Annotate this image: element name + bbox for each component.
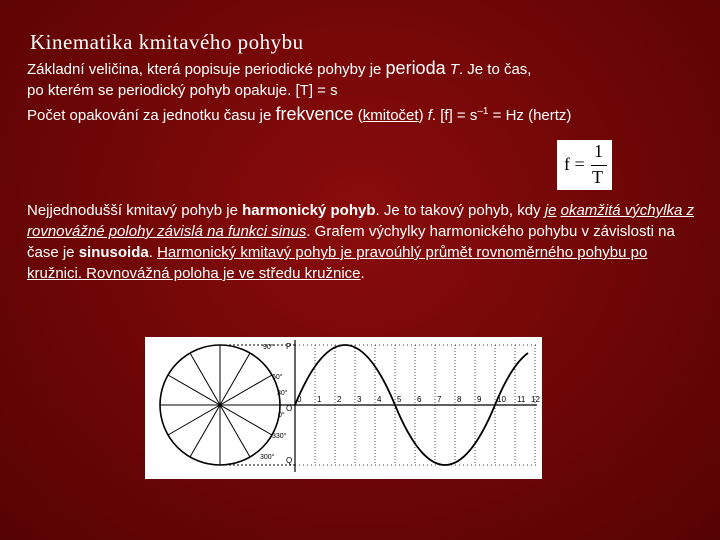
- label-p: P: [286, 342, 292, 351]
- text: .: [148, 244, 158, 261]
- text: Počet opakování za jednotku času je: [27, 107, 276, 124]
- harmonic-paragraph: [27, 200, 697, 284]
- formula-numerator: 1: [594, 141, 603, 161]
- text: = Hz (hertz): [488, 107, 572, 124]
- term-perioda: perioda: [385, 58, 446, 78]
- angle-label: 90°: [263, 344, 274, 351]
- formula-denominator: T: [592, 167, 603, 187]
- tick-label: 10: [497, 395, 506, 404]
- term-projection: Harmonický kmitavý pohyb je pravoúhlý průmět rovnoměrného pohybu po kružnici. Rovnovážná poloha je ve středu kružnice: [27, 244, 648, 282]
- text: . Je to čas,: [458, 61, 532, 78]
- formula-lhs: f =: [564, 154, 585, 174]
- term-je: je: [544, 202, 557, 219]
- sinusoid-diagram: [145, 337, 542, 479]
- label-q: Q: [286, 456, 293, 465]
- tick-label: 9: [477, 395, 482, 404]
- angle-label: 0°: [278, 412, 285, 419]
- tick-label: 7: [437, 395, 442, 404]
- tick-label: 0: [297, 395, 302, 404]
- sinusoid-figure: [145, 337, 542, 479]
- term-okamzita-vychylka: okamžitá výchylka z rovnovážné polohy závislá na funkci sinus: [27, 202, 694, 240]
- term-harmonicky-pohyb: harmonický pohyb: [242, 202, 376, 219]
- tick-label: 8: [457, 395, 462, 404]
- tick-label: 1: [317, 395, 322, 404]
- term-kmitocet: kmitočet: [362, 107, 419, 124]
- term-frekvence: frekvence: [275, 104, 354, 124]
- symbol-T: T: [449, 61, 459, 78]
- slide-title: Kinematika kmitavého pohybu: [30, 30, 304, 54]
- label-o: O: [286, 404, 293, 413]
- term-sinusoida: sinusoida: [78, 244, 149, 261]
- text: ): [418, 107, 428, 124]
- angle-label: 330°: [272, 433, 287, 440]
- text: (: [353, 107, 363, 124]
- frequency-formula: [557, 140, 612, 190]
- tick-label: 6: [417, 395, 422, 404]
- angle-label: 300°: [260, 454, 275, 461]
- fraction-bar: [591, 165, 607, 166]
- text: . [f] = s: [431, 107, 478, 124]
- definition-paragraph: [27, 58, 697, 126]
- tick-label: 2: [337, 395, 342, 404]
- symbol-f: f: [427, 107, 432, 124]
- text: Základní veličina, která popisuje periodické pohyby je: [27, 61, 386, 78]
- angle-label: 30°: [277, 390, 288, 397]
- tick-label: 3: [357, 395, 362, 404]
- exponent: –1: [477, 106, 489, 117]
- tick-label: 11: [517, 395, 526, 404]
- text: . Je to takový pohyb, kdy: [375, 202, 545, 219]
- text: .: [360, 265, 365, 282]
- text: po kterém se periodický pohyb opakuje. [T] = s: [27, 82, 338, 99]
- text: . Grafem výchylky harmonického pohybu v závislosti na čase je: [27, 223, 675, 261]
- tick-label: 12: [531, 395, 540, 404]
- tick-label: 5: [397, 395, 402, 404]
- angle-label: 60°: [272, 374, 283, 381]
- tick-label: 4: [377, 395, 382, 404]
- text: Nejjednodušší kmitavý pohyb je: [27, 202, 243, 219]
